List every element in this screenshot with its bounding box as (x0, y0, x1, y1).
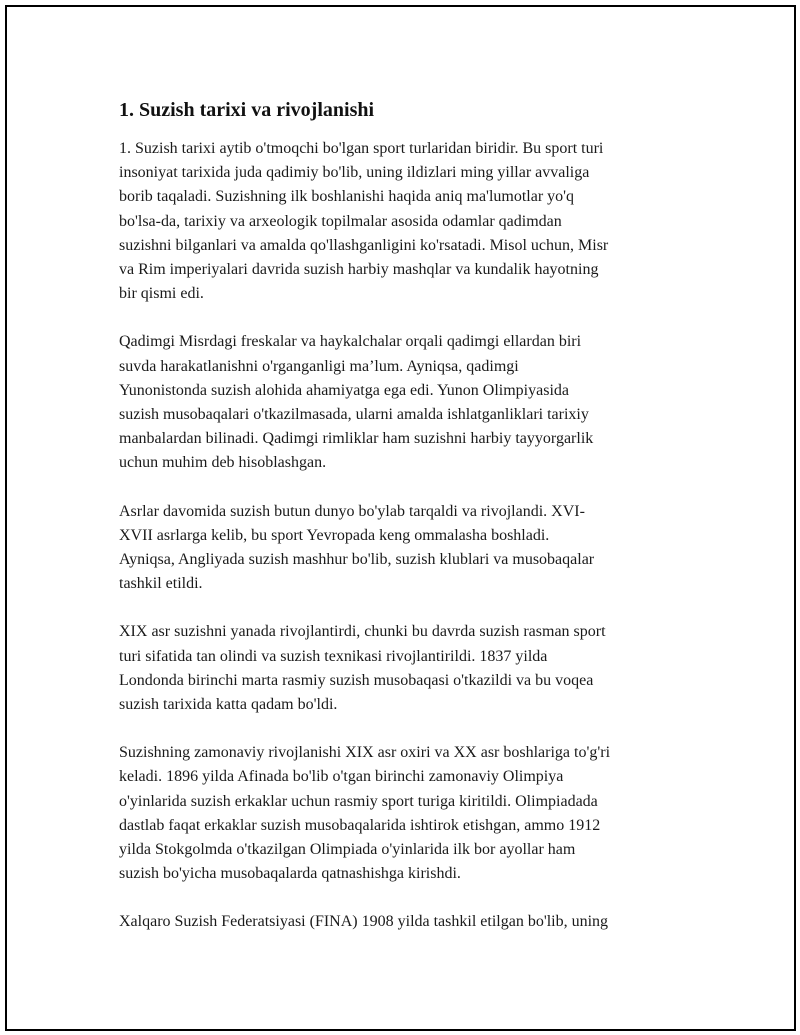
paragraph-5 (119, 741, 704, 886)
text-line: Asrlar davomida suzish butun dunyo bo'ylab tarqaldi va rivojlandi. XVI- (119, 502, 585, 520)
paragraph-3 (119, 500, 704, 597)
text-line: dastlab faqat erkaklar suzish musobaqalarida ishtirok etishgan, ammo 1912 (119, 816, 601, 834)
paragraph-4 (119, 620, 704, 717)
text-line: XVII asrlarga kelib, bu sport Yevropada keng ommalasha boshladi. (119, 526, 550, 544)
text-line: insoniyat tarixida juda qadimiy bo'lib, uning ildizlari ming yillar avvaliga (119, 164, 590, 182)
text-line: yilda Stokgolmda o'tkazilgan Olimpiada o'yinlarida ilk bor ayollar ham (119, 841, 576, 859)
text-line: suzish musobaqalari o'tkazilmasada, ularni amalda ishlatganliklari tarixiy (119, 406, 589, 424)
text-line: turi sifatida tan olindi va suzish texnikasi rivojlantirildi. 1837 yilda (119, 647, 548, 665)
text-line: manbalardan bilinadi. Qadimgi rimliklar ham suzishni harbiy tayyorgarlik (119, 430, 594, 448)
text-line: suvda harakatlanishni o'rganganligi ma’lum. Ayniqsa, qadimgi (119, 357, 519, 375)
text-line: Ayniqsa, Angliyada suzish mashhur bo'lib, suzish klublari va musobaqalar (119, 551, 595, 569)
text-line: borib taqaladi. Suzishning ilk boshlanishi haqida aniq ma'lumotlar yo'q (119, 188, 575, 206)
document-body (119, 97, 704, 959)
text-line: Suzishning zamonaviy rivojlanishi XIX asr oxiri va XX asr boshlariga to'g'ri (119, 744, 611, 762)
text-line: Qadimgi Misrdagi freskalar va haykalchalar orqali qadimgi ellardan biri (119, 333, 582, 351)
text-line: bir qismi edi. (119, 285, 204, 303)
text-line: XIX asr suzishni yanada rivojlantirdi, chunki bu davrda suzish rasman sport (119, 623, 606, 641)
text-line: va Rim imperiyalari davrida suzish harbiy mashqlar va kundalik hayotning (119, 261, 599, 279)
text-line: keladi. 1896 yilda Afinada bo'lib o'tgan birinchi zamonaviy Olimpiya (119, 768, 564, 786)
text-line: suzishni bilganlari va amalda qo'llashganligini ko'rsatadi. Misol uchun, Misr (119, 236, 609, 254)
text-line: Londonda birinchi marta rasmiy suzish musobaqasi o'tkazildi va bu voqea (119, 671, 594, 689)
text-line: Xalqaro Suzish Federatsiyasi (FINA) 1908 yilda tashkil etilgan bo'lib, uning (119, 913, 609, 931)
page-frame (5, 5, 796, 1031)
text-line: suzish tarixida katta qadam bo'ldi. (119, 696, 338, 714)
text-line: 1. Suzish tarixi aytib o'tmoqchi bo'lgan sport turlaridan biridir. Bu sport turi (119, 140, 604, 157)
paragraph-1 (119, 137, 704, 306)
paragraph-6 (119, 910, 704, 934)
text-line: bo'lsa-da, tarixiy va arxeologik topilmalar asosida odamlar qadimdan (119, 212, 562, 230)
paragraph-2 (119, 330, 704, 475)
text-line: tashkil etildi. (119, 575, 203, 593)
text-line: uchun muhim deb hisoblashgan. (119, 454, 327, 472)
document-heading: 1. Suzish tarixi va rivojlanishi (119, 99, 375, 121)
text-line: o'yinlarida suzish erkaklar uchun rasmiy sport turiga kiritildi. Olimpiadada (119, 792, 598, 810)
text-line: Yunonistonda suzish alohida ahamiyatga ega edi. Yunon Olimpiyasida (119, 381, 569, 399)
text-line: suzish bo'yicha musobaqalarda qatnashishga kirishdi. (119, 865, 461, 883)
